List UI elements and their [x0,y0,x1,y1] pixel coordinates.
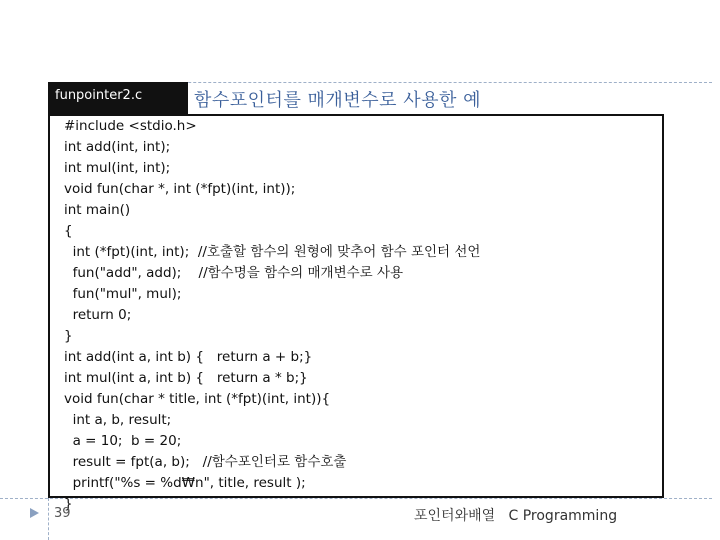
code-line: result = fpt(a, b); //함수포인터로 함수호출 [64,454,347,470]
footer-text: 포인터와배열 C Programming [414,508,618,524]
code-line: fun("add", add); //함수명을 함수의 매개변수로 사용 [64,265,404,281]
code-line: void fun(char * title, int (*fpt)(int, int)){ [64,391,331,407]
code-line: printf("%s = %d₩n", title, result ); [64,475,306,491]
code-line: int a, b, result; [64,412,172,428]
code-line: int mul(int a, int b) { return a * b;} [64,370,308,386]
file-name-tab: funpointer2.c [48,82,188,114]
code-line: return 0; [64,307,132,323]
code-line: } [64,496,73,512]
code-line: void fun(char *, int (*fpt)(int, int)); [64,181,296,197]
code-line: int (*fpt)(int, int); //호출할 함수의 원형에 맞추어 함수 포인터 선언 [64,244,481,260]
code-line: #include <stdio.h> [64,118,197,134]
page-number: 39 [54,506,71,521]
code-line: int add(int, int); [64,139,171,155]
code-line: } [64,328,73,344]
code-line: { [64,223,73,239]
slide-title: 함수포인터를 매개변수로 사용한 예 [194,90,481,111]
code-line: fun("mul", mul); [64,286,182,302]
code-listing [64,116,480,515]
left-vertical-divider [48,498,49,540]
code-line: a = 10; b = 20; [64,433,182,449]
code-line: int main() [64,202,131,218]
bullet-arrow-icon [30,508,39,518]
code-line: int add(int a, int b) { return a + b;} [64,349,313,365]
code-line: int mul(int, int); [64,160,171,176]
